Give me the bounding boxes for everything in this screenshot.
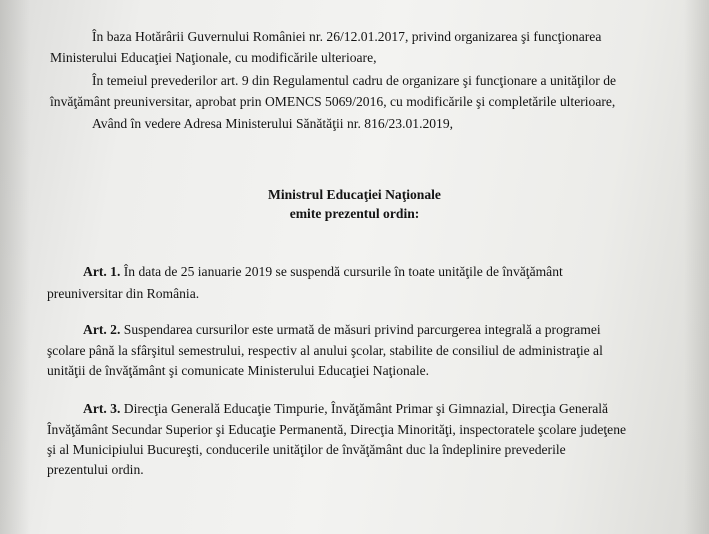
article-2-line (83, 321, 601, 338)
article-1-label: Art. 1. (83, 264, 121, 279)
preamble-line: învăţământ preuniversitar, aprobat prin OMENCS 5069/2016, cu modificările şi completările ulterioare, (50, 94, 616, 109)
article-2-label: Art. 2. (83, 322, 121, 337)
article-3-text: Direcţia Generală Educaţie Timpurie, Învăţământ Primar şi Gimnazial, Direcţia Generală (123, 401, 609, 416)
article-3-line: Învăţământ Secundar Superior şi Educaţie Permanentă, Direcţia Minorităţi, inspectoratele şcolare judeţene (47, 422, 627, 437)
page-right-shadow (684, 0, 709, 534)
article-1-line: preuniversitar din România. (47, 286, 200, 301)
issuer-heading: Ministrul Educaţiei Naţionale (268, 187, 441, 202)
page-left-shadow (0, 0, 30, 534)
article-1-text: În data de 25 ianuarie 2019 se suspendă cursurile în toate unităţile de învăţământ (123, 264, 563, 279)
article-3-line: prezentului ordin. (47, 462, 144, 477)
article-3-line (83, 400, 608, 417)
article-2-text: Suspendarea cursurilor este urmată de măsuri privind parcurgerea integrală a programei (123, 322, 601, 337)
action-heading: emite prezentul ordin: (289, 206, 420, 221)
article-3-line: şi al Municipiului Bucureşti, conducerile unităţilor de învăţământ duc la îndeplinire prevederile (47, 442, 566, 457)
preamble-line: Având în vedere Adresa Ministerului Sănătăţii nr. 816/23.01.2019, (92, 116, 454, 131)
article-3-label: Art. 3. (83, 401, 121, 416)
article-1-line (83, 263, 563, 280)
preamble-line: În baza Hotărârii Guvernului României nr. 26/12.01.2017, privind organizarea şi funcţionarea (92, 29, 602, 44)
article-2-line: unităţii de învăţământ şi comunicate Ministerului Educaţiei Naţionale. (47, 363, 430, 378)
article-2-line: şcolare până la sfârşitul semestrului, respectiv al anului şcolar, stabilite de consiliul de administraţie al (47, 343, 603, 358)
preamble-line: În temeiul prevederilor art. 9 din Regulamentul cadru de organizare şi funcţionare a unităţilor de (92, 73, 617, 88)
preamble-line: Ministerului Educaţiei Naţionale, cu modificările ulterioare, (50, 50, 377, 65)
